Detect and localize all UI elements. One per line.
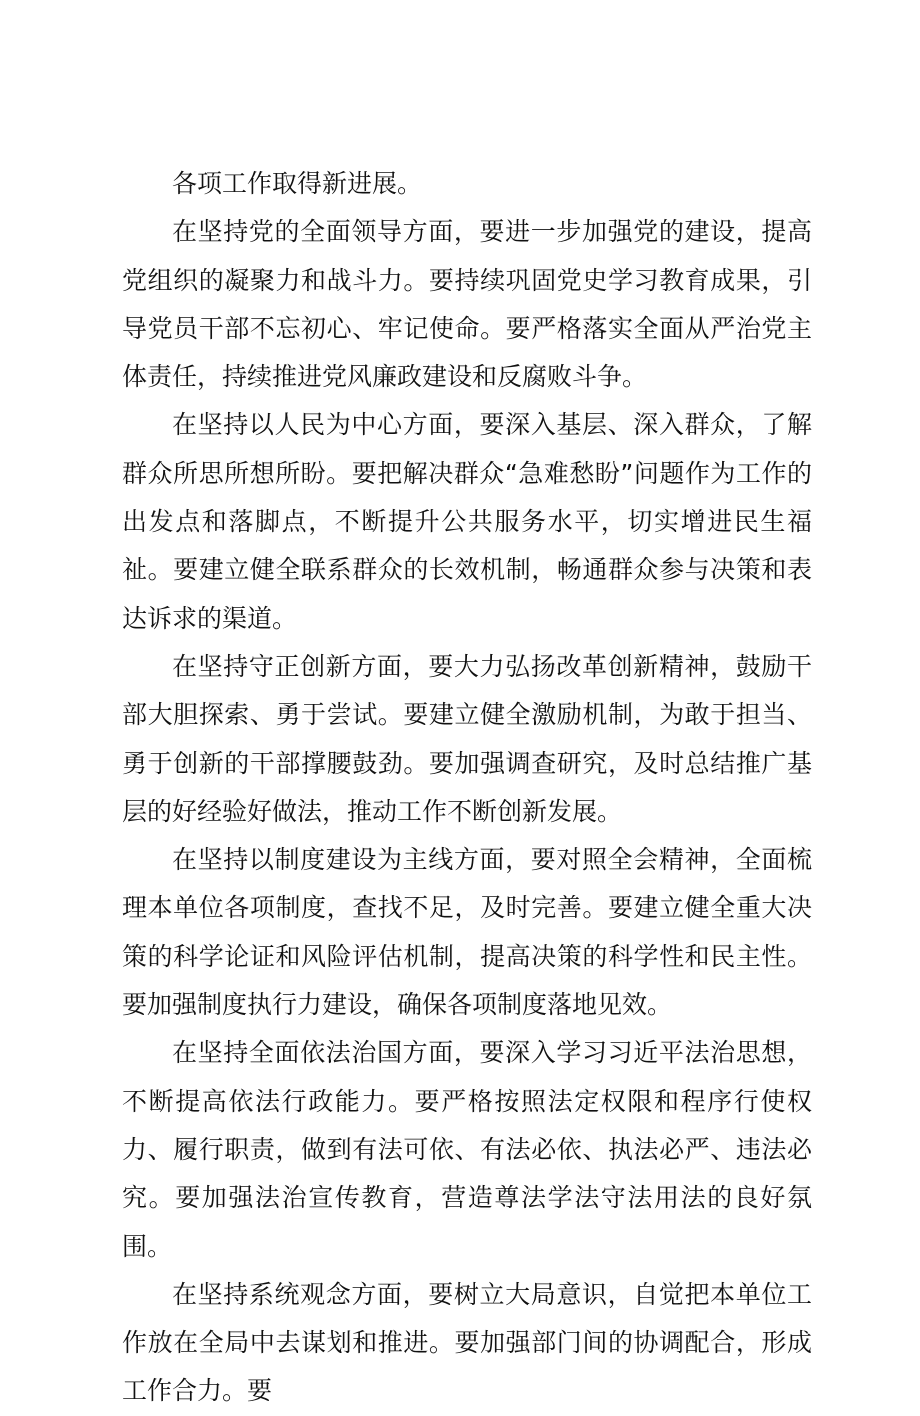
paragraph-systems-thinking: 在坚持系统观念方面，要树立大局意识，自觉把本单位工作放在全局中去谋划和推进。要加强部门间的协调配合，形成工作合力。要	[122, 1279, 812, 1406]
paragraph-institution-building: 在坚持以制度建设为主线方面，要对照全会精神，全面梳理本单位各项制度，查找不足，及时完善。要建立健全重大决策的科学论证和风险评估机制，提高决策的科学性和民主性。要加强制度执行力建设，确保各项制度落地见效。	[122, 845, 812, 1020]
paragraph-innovation: 在坚持守正创新方面，要大力弘扬改革创新精神，鼓励干部大胆探索、勇于尝试。要建立健全激励机制，为敢于担当、勇于创新的干部撑腰鼓劲。要加强调查研究，及时总结推广基层的好经验好做法，推动工作不断创新发展。	[122, 651, 812, 826]
paragraph-continuation: 各项工作取得新进展。	[172, 169, 423, 198]
paragraph-people-centered: 在坚持以人民为中心方面，要深入基层、深入群众，了解群众所思所想所盼。要把解决群众“急难愁盼”问题作为工作的出发点和落脚点，不断提升公共服务水平，切实增进民生福祉。要建立健全联系群众的长效机制，畅通群众参与决策和表达诉求的渠道。	[122, 410, 812, 633]
paragraph-rule-of-law: 在坚持全面依法治国方面，要深入学习习近平法治思想，不断提高依法行政能力。要严格按照法定权限和程序行使权力、履行职责，做到有法可依、有法必依、执法必严、违法必究。要加强法治宣传教育，营造尊法学法守法用法的良好氛围。	[122, 1038, 812, 1261]
paragraph-party-leadership: 在坚持党的全面领导方面，要进一步加强党的建设，提高党组织的凝聚力和战斗力。要持续巩固党史学习教育成果，引导党员干部不忘初心、牢记使命。要严格落实全面从严治党主体责任，持续推进党风廉政建设和反腐败斗争。	[122, 217, 812, 392]
document-body	[122, 160, 812, 1416]
